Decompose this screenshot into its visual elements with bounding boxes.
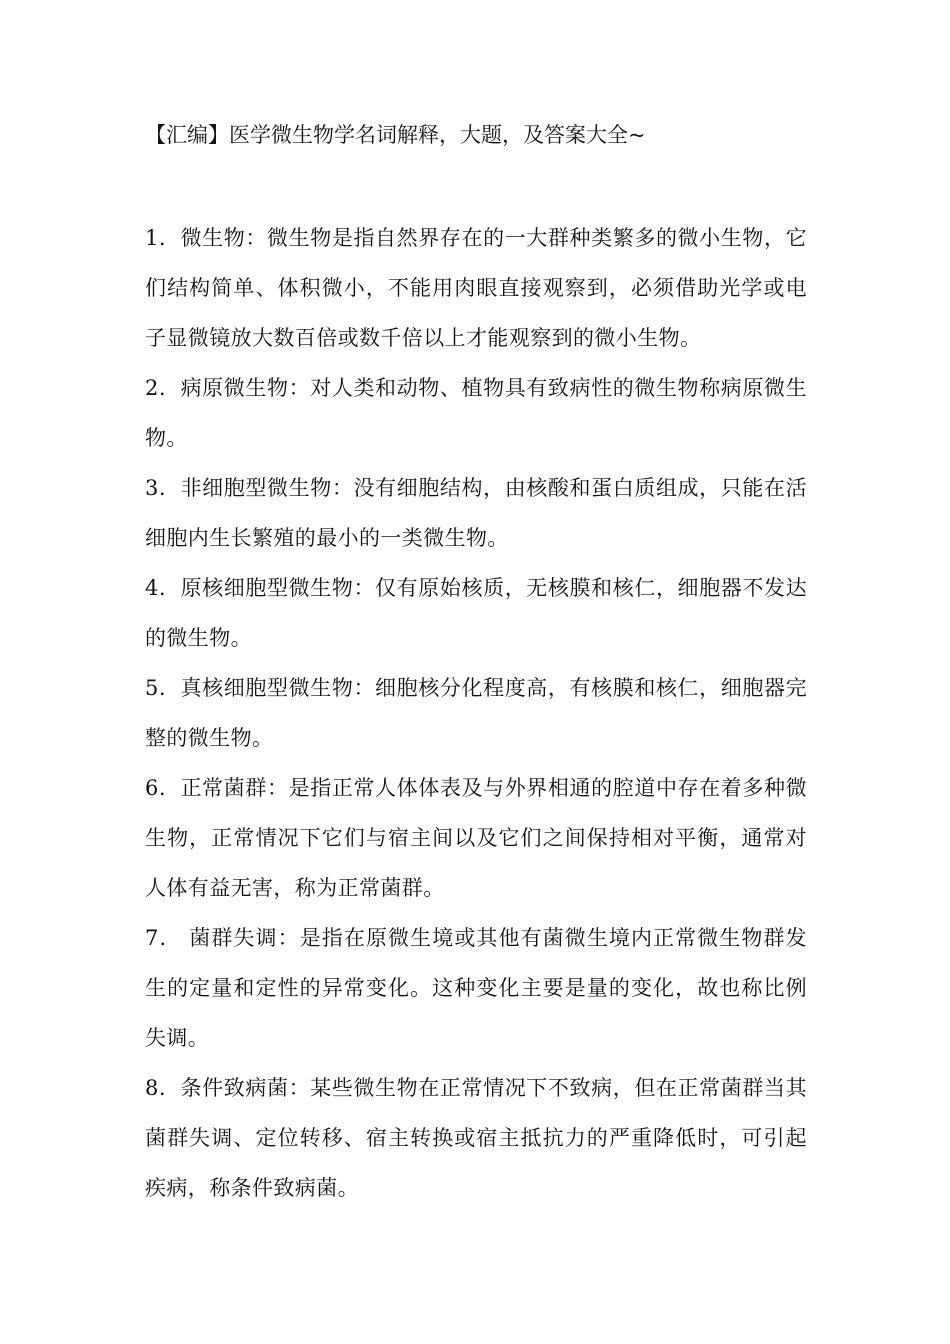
definition-entry-4: 4．原核细胞型微生物：仅有原始核质，无核膜和核仁，细胞器不发达的微生物。 bbox=[145, 576, 807, 650]
definition-entry-1: 1．微生物：微生物是指自然界存在的一大群种类繁多的微小生物，它们结构简单、体积微小，不能用肉眼直接观察到，必须借助光学或电子显微镜放大数百倍或数千倍以上才能观察到的微小生物。 bbox=[145, 226, 807, 350]
definition-list bbox=[145, 213, 807, 1213]
definition-entry-7: 7． 菌群失调：是指在原微生境或其他有菌微生境内正常微生物群发生的定量和定性的异常变化。这种变化主要是量的变化，故也称比例失调。 bbox=[145, 926, 807, 1050]
definition-entry-8: 8．条件致病菌：某些微生物在正常情况下不致病，但在正常菌群当其菌群失调、定位转移、宿主转换或宿主抵抗力的严重降低时，可引起疾病，称条件致病菌。 bbox=[145, 1076, 807, 1200]
definition-entry-6: 6．正常菌群：是指正常人体体表及与外界相通的腔道中存在着多种微生物，正常情况下它们与宿主间以及它们之间保持相对平衡，通常对人体有益无害，称为正常菌群。 bbox=[145, 776, 807, 900]
document-title: 【汇编】医学微生物学名词解释，大题，及答案大全~ bbox=[145, 123, 646, 147]
definition-entry-5: 5．真核细胞型微生物：细胞核分化程度高，有核膜和核仁，细胞器完整的微生物。 bbox=[145, 676, 807, 750]
definition-entry-3: 3．非细胞型微生物：没有细胞结构，由核酸和蛋白质组成，只能在活细胞内生长繁殖的最小的一类微生物。 bbox=[145, 476, 807, 550]
definition-entry-2: 2．病原微生物：对人类和动物、植物具有致病性的微生物称病原微生物。 bbox=[145, 376, 807, 450]
